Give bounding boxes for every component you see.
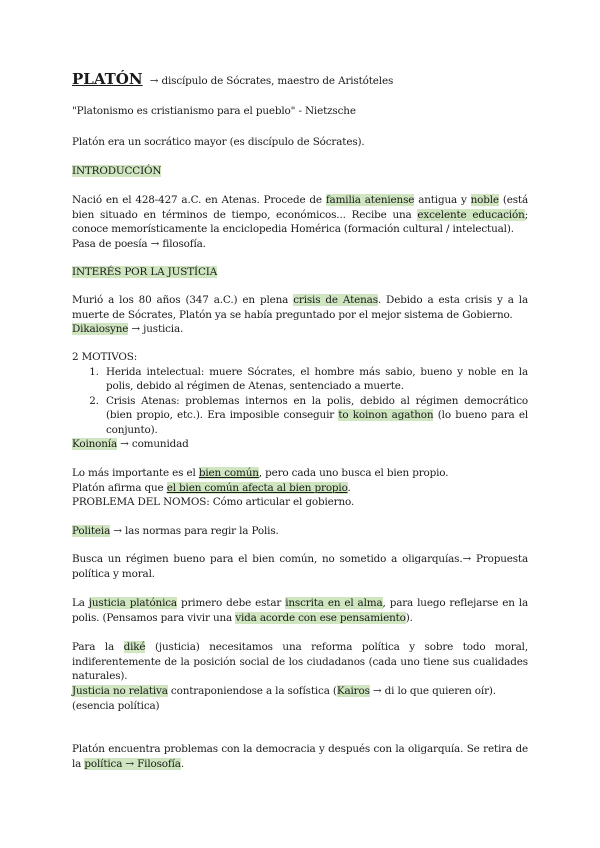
text-run: Para la bbox=[72, 641, 124, 653]
text-run: (lo bueno para el conjunto). bbox=[106, 409, 529, 436]
text-run: → las normas para regir la Polis. bbox=[110, 525, 279, 537]
interes-paragraph bbox=[72, 293, 528, 337]
text-run: contraponiendose a la sofística ( bbox=[167, 685, 337, 697]
title-line bbox=[72, 72, 528, 89]
text-run: ). bbox=[405, 611, 413, 624]
motivos-list bbox=[72, 365, 528, 438]
highlight-vida-acorde: vida acorde con ese pensamiento bbox=[235, 611, 406, 624]
koinonia-line bbox=[72, 437, 528, 452]
text-run: Murió a los 80 años (347 a.C.) en plena bbox=[72, 294, 294, 306]
dike-paragraph bbox=[72, 640, 528, 684]
highlight-dikaiosyne: Dikaiosyne bbox=[72, 323, 129, 336]
section-heading-interes-text: INTERÉS POR LA JUSTÍCIA bbox=[72, 266, 218, 278]
highlight-bien-comun: bien común bbox=[198, 467, 259, 479]
highlight-koinonia: Koinonía bbox=[72, 438, 118, 450]
highlight-dike: diké bbox=[123, 641, 146, 653]
highlight-politeia: Politeia bbox=[72, 525, 111, 537]
highlight-justicia-no-relativa: Justicia no relativa bbox=[72, 685, 168, 697]
politeia-line bbox=[72, 524, 528, 539]
text-run: primero debe estar bbox=[176, 597, 286, 609]
regimen-paragraph: Busca un régimen bueno para el bien común, no sometido a oligarquías.→ Propuesta política y moral. bbox=[72, 553, 528, 580]
highlight-koinon: to koinon agathon bbox=[338, 409, 434, 422]
text-run: ; conoce memorísticamente la enciclopedia Homérica (formación cultural / intelectual). bbox=[72, 208, 528, 236]
highlight-justicia-platonica: justicia platónica bbox=[88, 597, 177, 609]
highlight-bien-afecta: el bien común afecta al bien propio bbox=[166, 481, 348, 494]
text-run: → comunidad bbox=[117, 438, 189, 450]
text-run: (justicia) necesitamos una reforma política y sobre todo moral, indiferentemente de la posición social de los ciudadanos (cada uno tiene sus cualidades naturales). bbox=[72, 641, 528, 683]
highlight-inscrita: inscrita en el alma bbox=[285, 597, 383, 609]
text-run: , pero cada uno busca el bien propio. bbox=[258, 467, 449, 479]
highlight-crisis: crisis de Atenas bbox=[293, 294, 378, 306]
bien-comun-block bbox=[72, 466, 528, 510]
text-run: Platón encuentra problemas con la democracia y después con la oligarquía. Se retira de la bbox=[72, 743, 528, 770]
text-run: (está bien situado en términos de tiempo, económicos... Recibe una bbox=[72, 194, 529, 221]
nietzsche-quote: "Platonismo es cristianismo para el pueblo" - Nietzsche bbox=[72, 105, 356, 117]
motivos-block bbox=[72, 350, 528, 438]
section-heading-interes bbox=[72, 265, 528, 280]
list-item bbox=[102, 394, 528, 438]
section-heading-introduccion-text: INTRODUCCIÓN bbox=[72, 165, 162, 177]
text-run: Crisis Atenas: problemas internos en la polis, debido al régimen democrático (bien propio, etc.). Era imposible conseguir bbox=[106, 394, 528, 422]
text-run: La bbox=[72, 597, 89, 609]
text-run: Lo más importante es el bbox=[72, 467, 199, 479]
section-heading-introduccion bbox=[72, 164, 528, 179]
highlight-noble: noble bbox=[470, 194, 499, 206]
highlight-politica-filosofia: política → Filosofía bbox=[84, 757, 181, 770]
text-run: , para luego reflejarse en la polis. (Pensamos para vivir una bbox=[72, 597, 528, 624]
text-run: → di lo que quieren oír). bbox=[369, 685, 496, 697]
text-run: Platón afirma que bbox=[72, 481, 167, 494]
problema-nomos-line: PROBLEMA DEL NOMOS: Cómo articular el gobierno. bbox=[72, 496, 355, 509]
esencia-politica-line: (esencia política) bbox=[72, 699, 160, 712]
justicia-relativa-block bbox=[72, 684, 528, 713]
highlight-educacion: excelente educación bbox=[417, 208, 525, 221]
intro-line: Platón era un socrático mayor (es discípulo de Sócrates). bbox=[72, 136, 365, 148]
final-paragraph bbox=[72, 742, 528, 771]
text-run: → justicia. bbox=[128, 323, 184, 336]
poesia-line: Pasa de poesía → filosofía. bbox=[72, 237, 206, 250]
motivos-heading: 2 MOTIVOS: bbox=[72, 351, 138, 363]
text-run: . Debido a esta crisis y a la muerte de Sócrates, Platón ya se había preguntado por el mejor sistema de Gobierno. bbox=[72, 294, 528, 321]
text-run: . bbox=[347, 481, 351, 494]
highlight-familia: familia ateniense bbox=[325, 194, 415, 206]
justicia-paragraph bbox=[72, 596, 528, 625]
highlight-kairos: Kairos bbox=[336, 685, 370, 697]
text-run: antigua y bbox=[414, 194, 471, 206]
page-subtitle: → discípulo de Sócrates, maestro de Aristóteles bbox=[149, 75, 394, 87]
text-run: Nació en el 428-427 a.C. en Atenas. Procede de bbox=[72, 194, 326, 206]
text-run: . bbox=[180, 757, 184, 770]
list-item: 1. Herida intelectual: muere Sócrates, el hombre más sabio, bueno y noble en la polis, debido al régimen de Atenas, sentenciado a muerte. bbox=[102, 365, 528, 394]
page-title: PLATÓN bbox=[72, 70, 143, 88]
introduccion-paragraph bbox=[72, 193, 528, 251]
